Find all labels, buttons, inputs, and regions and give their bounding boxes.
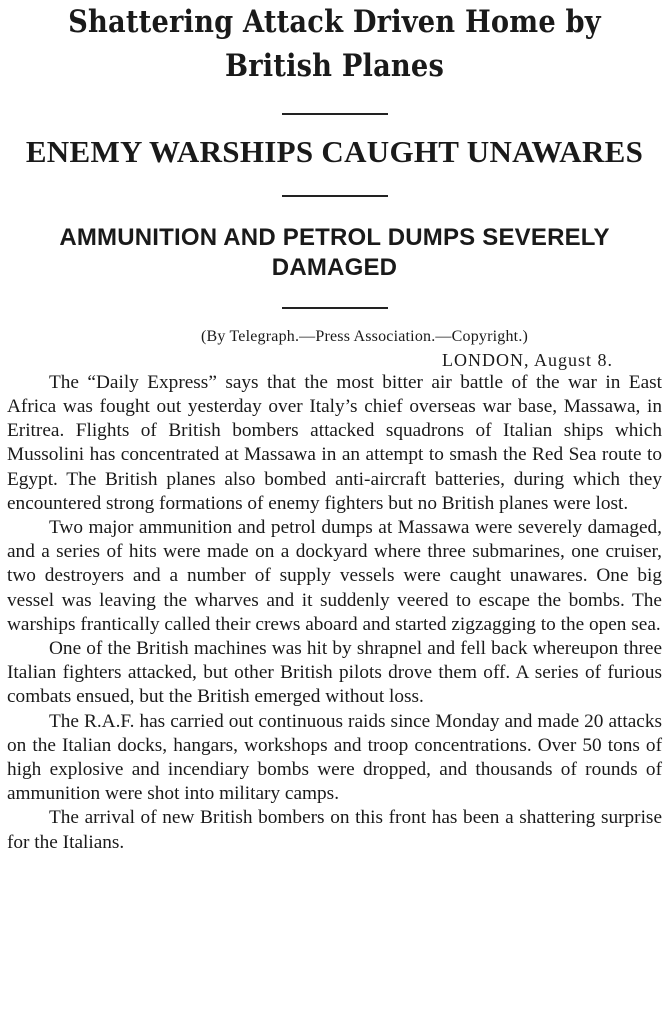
headline: Shattering Attack Driven Home by British Planes — [68, 4, 601, 84]
divider-rule — [282, 307, 388, 309]
paragraph: The “Daily Express” says that the most bitter air battle of the war in East Africa was fought out yesterday over Italy’s chief overseas war base, Massawa, in Eritrea. Flights of British bombers attacked squadrons of Italian ships which Mussolini has concentrated at Massawa in an attempt to smash the Red Sea route to Egypt. The British planes also bombed anti-aircraft batteries, during which they encountered strong formations of enemy fighters but no British planes were lost. — [7, 371, 662, 514]
dateline: LONDON, August 8. — [441, 349, 613, 370]
subheadline-dumps: AMMUNITION AND PETROL DUMPS SEVERELY DAMAGED — [59, 223, 610, 281]
paragraph: The R.A.F. has carried out continuous raids since Monday and made 20 attacks on the Italian docks, hangars, workshops and troop concentrations. Over 50 tons of high explosive and incendiary bombs were dropped, and thousands of rounds of ammunition were shot into military camps. — [7, 710, 662, 805]
paragraph: One of the British machines was hit by shrapnel and fell back whereupon three Italian fighters attacked, but other British pilots drove them off. A series of furious combats ensued, but the British emerged without loss. — [7, 637, 662, 708]
paragraph: The arrival of new British bombers on this front has been a shattering surprise for the Italians. — [7, 807, 662, 853]
divider-rule — [282, 195, 388, 197]
divider-rule — [282, 113, 388, 115]
subheadline-warships: ENEMY WARSHIPS CAUGHT UNAWARES — [25, 134, 644, 169]
article-body — [7, 371, 662, 855]
paragraph: Two major ammunition and petrol dumps at Massawa were severely damaged, and a series of hits were made on a dockyard where three submarines, one cruiser, two destroyers and a number of supply vessels were caught unawares. One big vessel was leaving the wharves and it suddenly veered to escape the bombs. The warships frantically called their crews aboard and started zigzagging to the open sea. — [7, 516, 662, 635]
wire-credit: (By Telegraph.—Press Association.—Copyright.) — [200, 327, 529, 345]
